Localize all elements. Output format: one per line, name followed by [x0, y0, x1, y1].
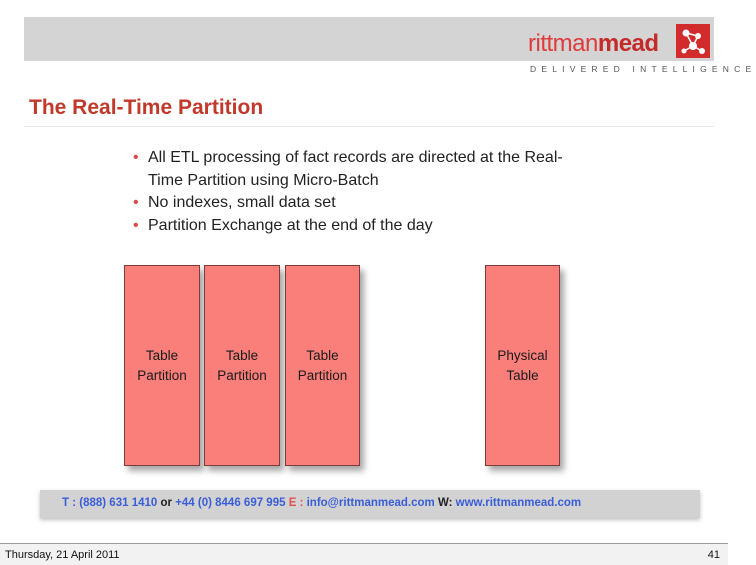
bullet-item: • All ETL processing of fact records are directed at the Real-Time Partition using Micro-Batch: [133, 147, 563, 192]
box-label-line2: Partition: [137, 368, 187, 383]
slide-title: The Real-Time Partition: [29, 96, 264, 119]
box-label-line2: Partition: [297, 368, 348, 383]
logo-brand-light: rittman: [528, 30, 598, 57]
bullet-list: [133, 147, 563, 237]
logo-brand-bold: mead: [597, 30, 659, 57]
bullet-item: • No indexes, small data set: [133, 192, 563, 215]
table-partition-box-1: [124, 265, 200, 466]
phone-label: T :: [62, 497, 77, 509]
website-link[interactable]: www.rittmanmead.com: [455, 497, 582, 509]
phone-us: (888) 631 1410: [79, 497, 158, 509]
table-partition-box-2: [204, 265, 280, 466]
phone-uk: +44 (0) 8446 697 995: [175, 497, 286, 509]
logo-wordmark: [528, 30, 659, 58]
bullet-item: • Partition Exchange at the end of the day: [133, 215, 563, 238]
title-divider: [24, 126, 714, 127]
box-label-line2: Table: [506, 368, 539, 383]
box-label-line1: Table: [225, 348, 259, 363]
page-number: 41: [707, 549, 720, 561]
box-label-line1: Table: [306, 348, 339, 363]
box-label: [125, 346, 199, 386]
box-label-line1: Physical: [497, 348, 548, 363]
table-partition-box-3: [285, 265, 360, 466]
box-label-line1: Table: [145, 348, 179, 363]
box-label-line2: Partition: [217, 368, 267, 383]
contact-line: [62, 497, 581, 509]
logo-tagline: DELIVERED INTELLIGENCE: [530, 64, 756, 74]
box-label: [205, 346, 279, 386]
box-label: [286, 346, 359, 386]
status-bar: [0, 543, 728, 565]
email-link[interactable]: info@rittmanmead.com: [306, 497, 435, 509]
email-label: E :: [288, 497, 304, 509]
physical-table-box: [485, 265, 560, 466]
contact-footer: [40, 490, 700, 518]
or-word: or: [160, 497, 172, 509]
web-label: W:: [437, 497, 453, 509]
rittmanmead-logo: [518, 22, 756, 80]
slide-date: Thursday, 21 April 2011: [5, 549, 120, 561]
box-label: [486, 346, 559, 386]
network-logo-icon: [676, 24, 710, 58]
